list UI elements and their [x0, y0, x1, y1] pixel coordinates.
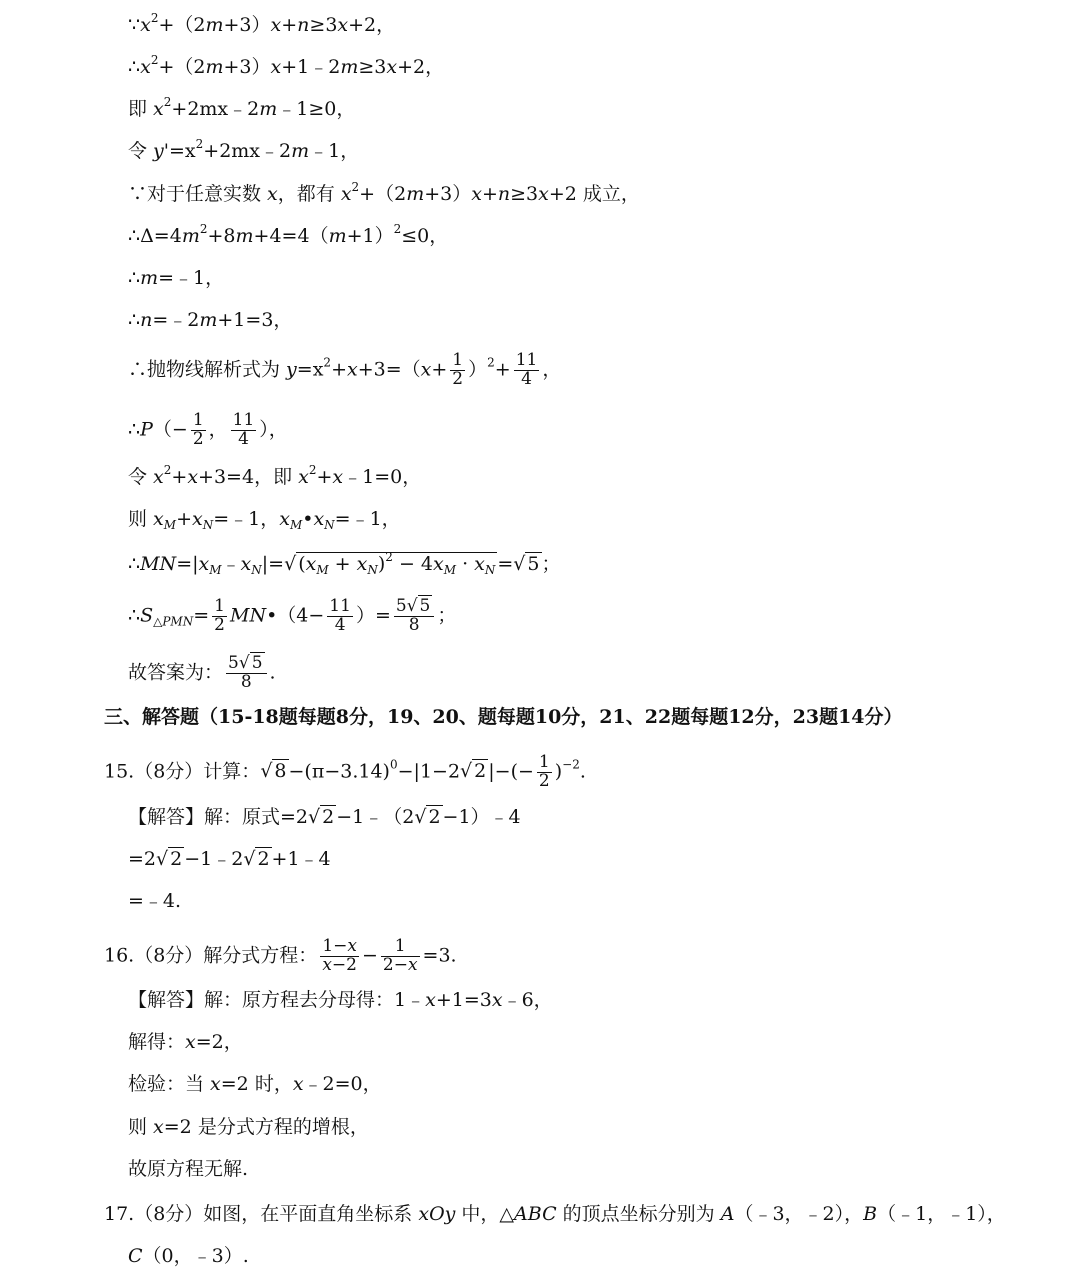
solution-line-14: $\therefore S_{\triangle PMN}=$ $\frac{1}{2}$ MN•（4− $\frac{11}{4}$ ）= $\frac{5√ 5}{8}$ ；	[128, 596, 457, 635]
question-16: 16.（8分）解分式方程： $\frac{1-x}{x-2}$ − $\frac{1}{2-x}$ =3.	[104, 936, 457, 975]
section-heading: 三、解答题（15-18题每题8分，19、20、题每题10分，21、22题每题12分，23题14分）	[104, 706, 903, 728]
solution-line-9: ∴抛物线解析式为 $y=x^2+x+3=(x+$ $\frac{1}{2}$ ）$^2$+ $\frac{11}{4}$ ，	[128, 350, 562, 389]
solution-line-6: $\therefore\Delta=4m^2+8m+4=4(m+1)^2\le 0$，	[128, 222, 449, 247]
solution-line-8: ∴n=﹣2m+1=3，	[128, 309, 293, 331]
question-15: 15.（8分）计算：√ $8 -(\pi-3.14)^0-|1-2√$ 2 |−(− $\frac{1}{2}$ )$^{-2}$.	[104, 752, 586, 791]
answer-line: 故答案为： $\frac{5√ 5}{8}$ .	[128, 653, 276, 692]
q15-answer-3: =﹣4.	[128, 890, 182, 912]
q16-answer-1: 【解答】解：原方程去分母得：1﹣x+1=3x﹣6，	[128, 989, 553, 1011]
solution-line-10: ∴P（− $\frac{1}{2}$ ， $\frac{11}{4}$ ），	[128, 410, 288, 449]
solution-line-7: ∴m=﹣1，	[128, 267, 225, 289]
solution-line-11: 令 $x^2+x+3=4$，即 $x^2+x﹣1=0$，	[128, 463, 422, 488]
question-17-line-2: C（0，﹣3）.	[128, 1245, 249, 1267]
solution-line-13: $\therefore MN=|x_M﹣x_N|=√$ $(x_M + x_N)^2 - 4x_M \cdot x_N$ =√ 5 ；	[128, 550, 561, 577]
q16-answer-4: 则 x=2 是分式方程的增根，	[128, 1116, 369, 1138]
q16-answer-2: 解得：x=2，	[128, 1031, 243, 1053]
q15-answer-2: =2√ 2 −1﹣2√ 2 +1﹣4	[128, 848, 331, 870]
solution-line-12: 则 $x_M+x_N=﹣1$，$x_M•x_N=﹣1$，	[128, 508, 401, 532]
question-17-line-1: 17.（8分）如图，在平面直角坐标系 xOy 中，△ABC 的顶点坐标分别为 A（﹣3，﹣2），B（﹣1，﹣1），	[104, 1203, 1006, 1225]
q16-answer-5: 故原方程无解.	[128, 1158, 249, 1180]
solution-line-5: ∵对于任意实数 x，都有 $x^2+(2m+3)x+n\ge 3x+2$ 成立，	[128, 180, 640, 205]
q16-answer-3: 检验：当 x=2 时，x﹣2=0，	[128, 1073, 382, 1095]
q15-answer-1: 【解答】解：原式=2√ 2 −1﹣（2√ 2 −1）﹣4	[128, 806, 521, 828]
solution-line-1: $\because x^2+(2m+3)x+n\ge 3x+2$，	[128, 11, 396, 36]
solution-line-4: 令 $y'=x^2+2mx﹣2m﹣1$，	[128, 137, 360, 162]
solution-line-3: 即 $x^2+2mx﹣2m﹣1\ge 0$，	[128, 95, 356, 120]
solution-line-2: $\therefore x^2+(2m+3)x+1﹣2m\ge 3x+2$，	[128, 53, 445, 78]
